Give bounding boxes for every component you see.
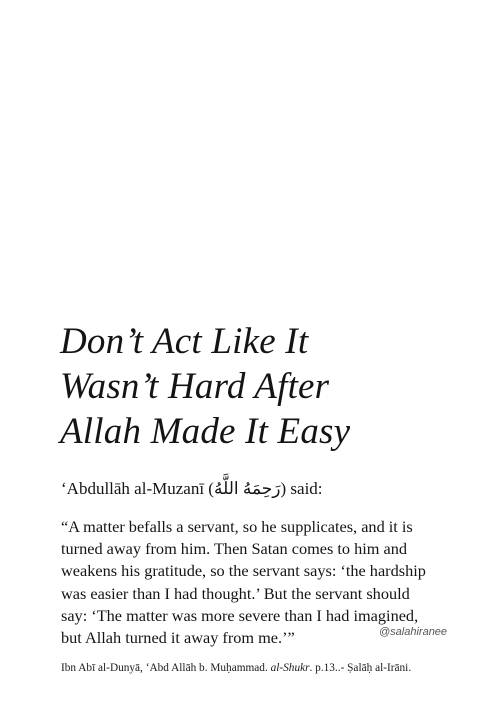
quote-line-4: was easier than I had thought.’ But the servant should <box>61 583 410 603</box>
source-book-title: al-Shukr <box>270 662 310 674</box>
source-citation <box>61 661 411 675</box>
quote-line-1: “A matter befalls a servant, so he supplicates, and it is <box>61 517 413 536</box>
title-line-3: Allah Made It Easy <box>60 411 351 452</box>
page-title <box>60 319 480 454</box>
author-handle: @salahiranee <box>379 626 448 638</box>
quote-line-2: turned away from him. Then Satan comes to him and <box>61 539 408 559</box>
title-line-1: Don’t Act Like It <box>60 321 309 362</box>
source-suffix: . p.13..- Ṣalāḥ al-Irāni. <box>309 662 412 674</box>
quote-attribution: ‘Abdullāh al-Muzanī (رَحِمَهُ اللَّهُ) said: <box>61 479 323 498</box>
quote-line-6: but Allah turned it away from me.’” <box>61 628 295 648</box>
quote-line-3: weakens his gratitude, so the servant says: ‘the hardship <box>61 561 426 581</box>
title-line-2: Wasn’t Hard After <box>60 366 330 407</box>
source-prefix: Ibn Abī al-Dunyā, ‘Abd Allāh b. Muḥammad. <box>61 662 268 674</box>
quote-line-5: say: ‘The matter was more severe than I had imagined, <box>61 605 419 625</box>
